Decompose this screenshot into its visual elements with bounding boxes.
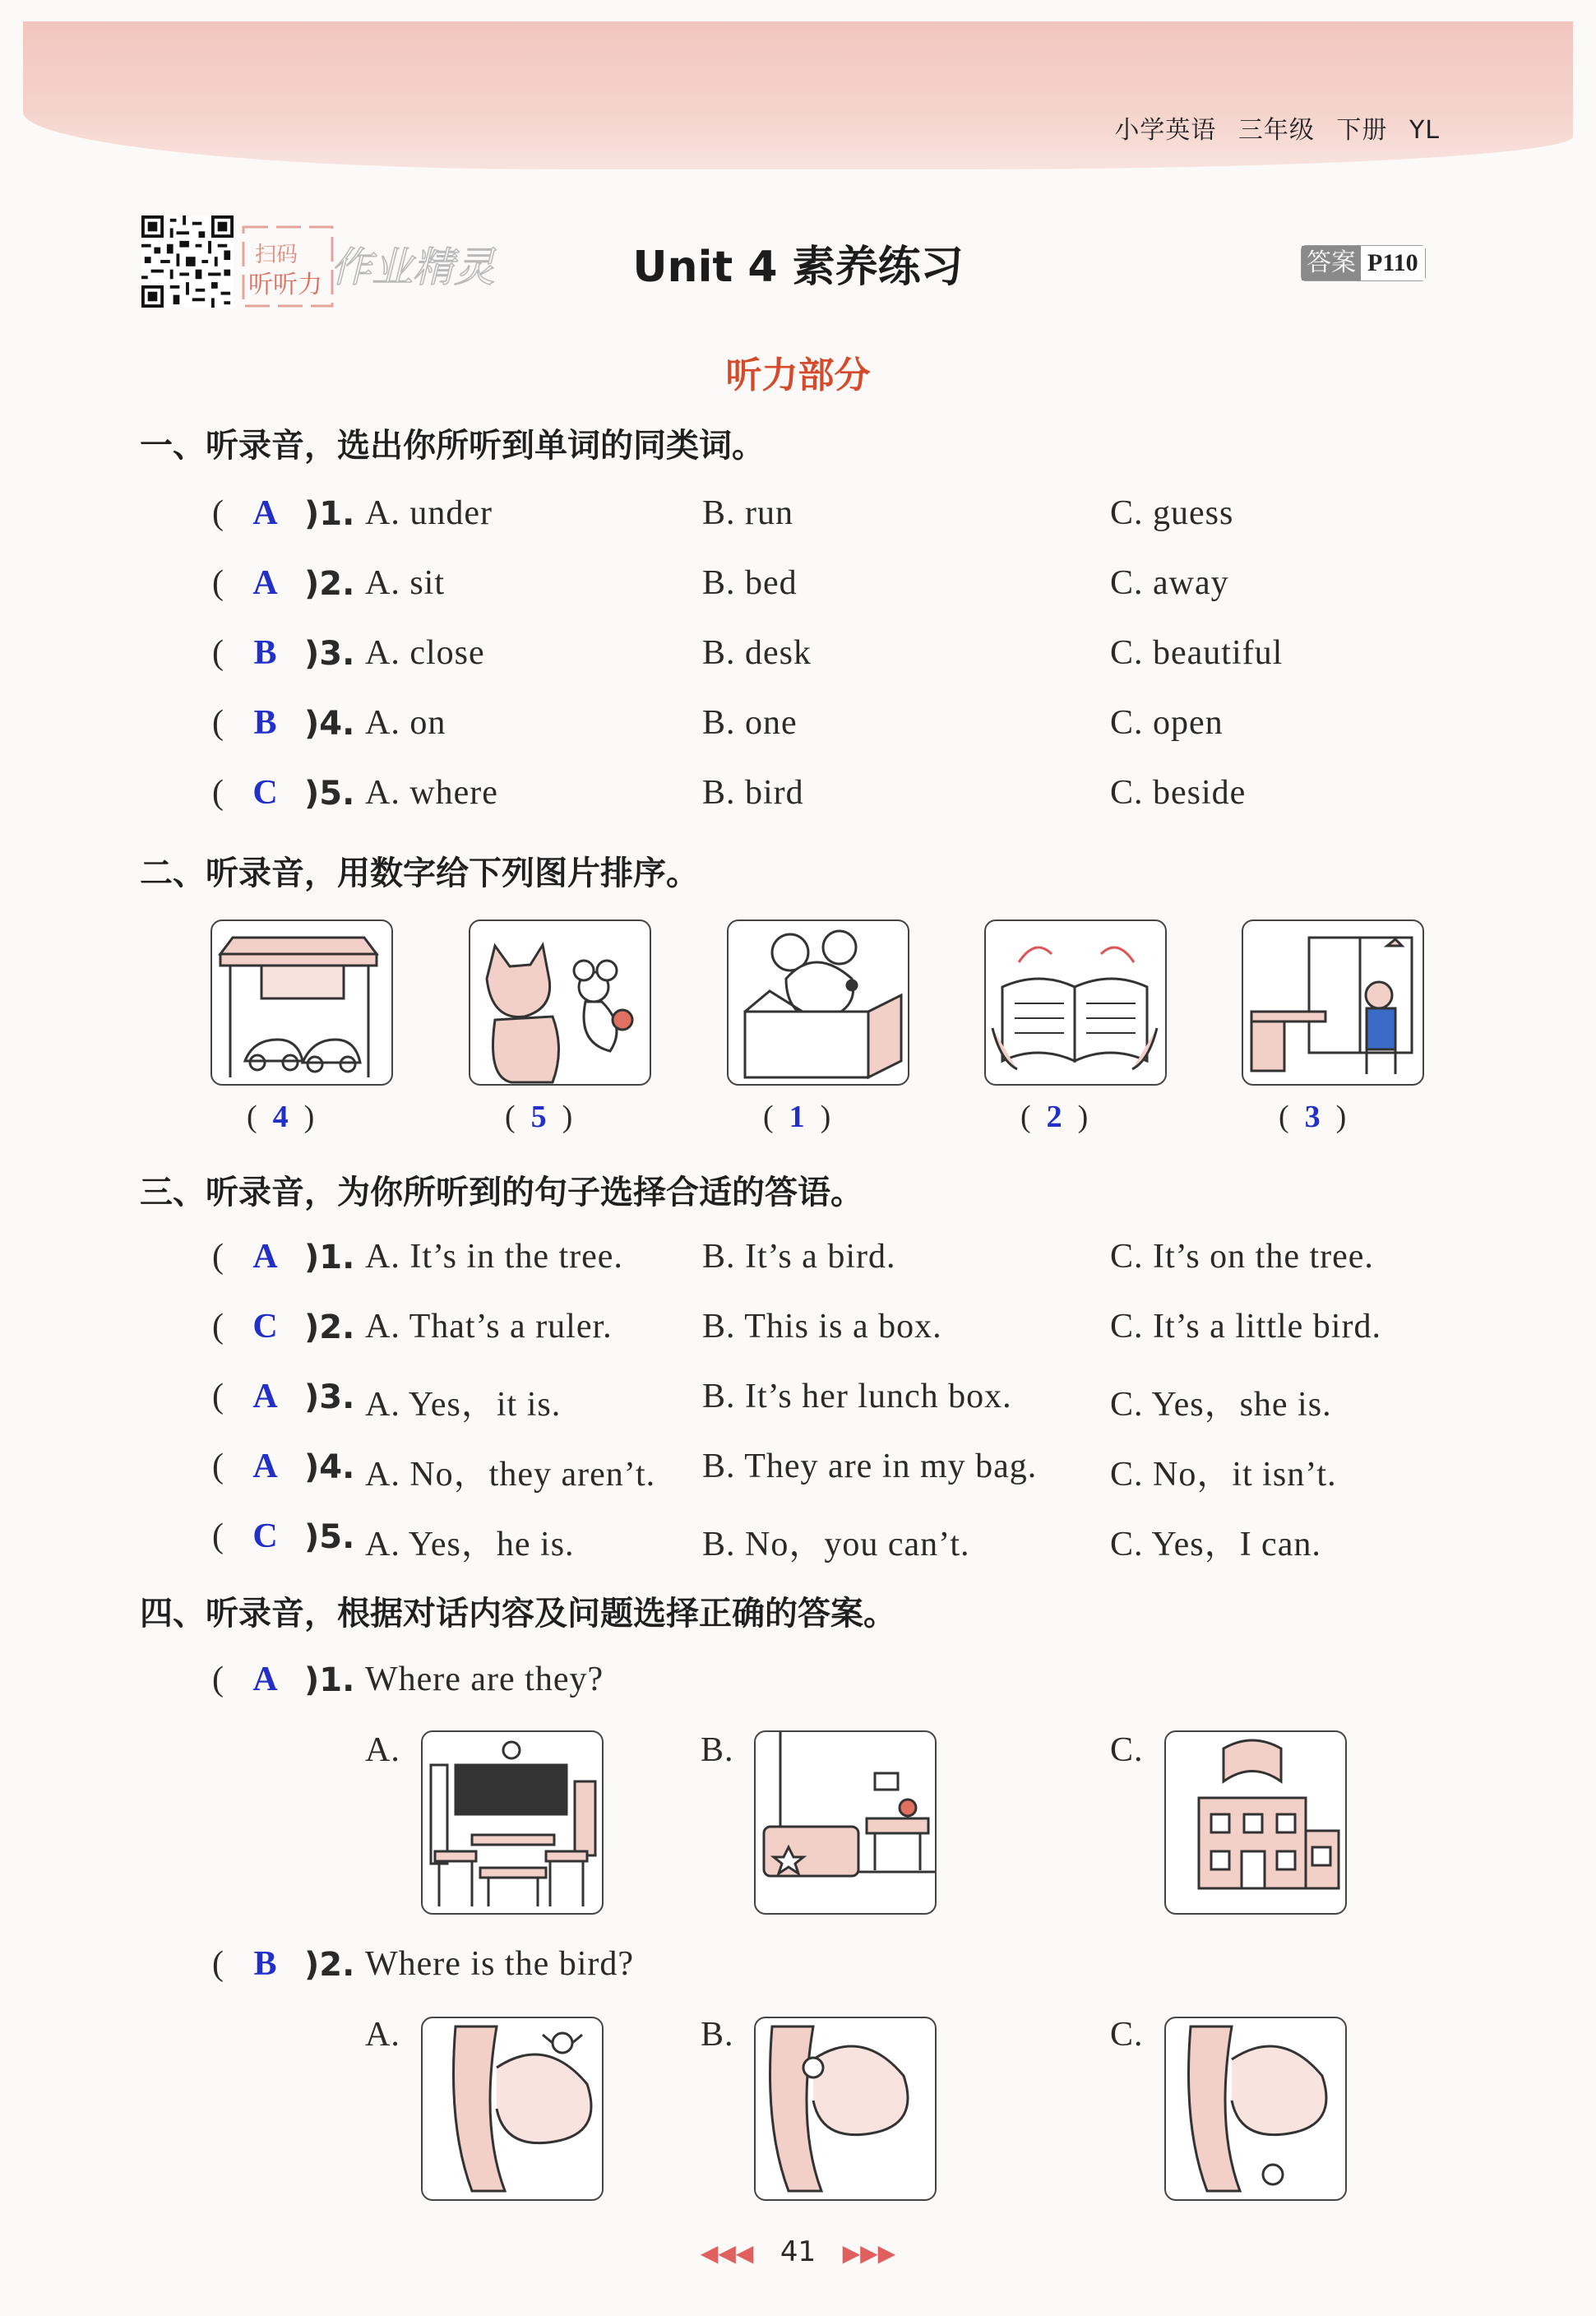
answer-blank[interactable]: A [252,564,279,602]
library-picture[interactable] [1164,1730,1347,1915]
option-c: C. Yes，I can. [1110,1526,1321,1563]
option-c: C. No，it isn’t. [1110,1456,1337,1494]
option-b: B. bird [702,774,804,812]
question-number: )2. [304,565,355,603]
option-c: C. away [1110,564,1229,602]
s4q2-label-c: C. [1110,2016,1144,2054]
option-c: C. beautiful [1110,634,1284,672]
order-box-2[interactable]: ( 5 ) [505,1100,573,1134]
subject-line [1114,109,1440,146]
option-a: A. close [365,634,485,672]
s4q1-label-b: B. [701,1731,734,1769]
bird-under-tree-picture[interactable] [1164,2017,1347,2201]
prev-arrows-icon[interactable]: ◀◀◀ [700,2240,754,2267]
answer-blank[interactable]: B [253,634,278,672]
svg-text:扫码: 扫码 [255,243,298,267]
s4-question-text-2: Where is the bird? [365,1945,635,1983]
option-a: A. on [365,704,446,742]
section1-heading: 一、听录音，选出你所听到单词的同类词。 [140,427,765,465]
svg-text:听听力: 听听力 [248,271,322,299]
option-c: C. It’s on the tree. [1110,1238,1374,1276]
cars-under-table-picture [210,919,393,1086]
s4q2-label-a: A. [365,2016,400,2054]
answer-blank[interactable]: C [252,1308,279,1346]
option-b: B. This is a box. [702,1308,942,1346]
option-a: A. Yes，it is. [365,1386,562,1424]
order-box-1[interactable]: ( 4 ) [247,1100,315,1134]
option-c: C. Yes，she is. [1110,1386,1332,1424]
option-a: A. where [365,774,498,812]
section3-heading: 三、听录音，为你所听到的句子选择合适的答语。 [140,1174,863,1211]
option-a: A. sit [365,564,446,602]
order-box-3[interactable]: ( 1 ) [763,1100,831,1134]
option-c: C. beside [1110,774,1247,812]
order-answer-3: 1 [789,1100,805,1134]
next-arrows-icon[interactable]: ▶▶▶ [842,2240,896,2267]
order-box-4[interactable]: ( 2 ) [1020,1100,1089,1134]
s4q1-label-a: A. [365,1731,400,1769]
boy-at-window-picture [1242,919,1424,1086]
option-b: B. No，you can’t. [702,1526,970,1563]
section2-heading: 二、听录音，用数字给下列图片排序。 [140,855,699,892]
answer-tag-page: P110 [1361,246,1425,280]
answer-blank[interactable]: B [253,704,278,742]
s4-question-text-1: Where are they? [365,1661,604,1698]
option-c: C. open [1110,704,1224,742]
s4q2-label-b: B. [701,2016,734,2054]
question-number: )4. [304,1448,355,1486]
classroom-picture[interactable] [421,1730,604,1915]
edition: YL [1409,116,1440,145]
option-b: B. bed [702,564,798,602]
option-a: A. under [365,494,493,532]
option-b: B. one [702,704,798,742]
answer-blank[interactable]: C [252,1517,279,1555]
question-number: )3. [304,1378,355,1416]
bedroom-picture[interactable] [754,1730,937,1915]
order-answer-5: 3 [1304,1100,1321,1134]
answer-blank[interactable]: A [252,1378,279,1415]
part-title: 听力部分 [725,354,871,396]
order-answer-1: 4 [272,1100,289,1134]
s4q1-label-c: C. [1110,1731,1144,1769]
svg-text:作业精灵: 作业精灵 [331,243,495,291]
answer-tag-label: 答案 [1302,246,1361,280]
page-footer [0,2235,1596,2268]
option-b: B. It’s a bird. [702,1238,896,1276]
open-book-picture [984,919,1167,1086]
answer-blank[interactable]: A [252,494,279,532]
section4-heading: 四、听录音，根据对话内容及问题选择正确的答案。 [140,1595,896,1633]
s4-num-2: )2. [304,1946,355,1984]
question-number: )5. [304,1518,355,1556]
question-number: )4. [304,705,355,743]
option-c: C. guess [1110,494,1234,532]
question-number: )1. [304,495,355,533]
s4-num-1: )1. [304,1661,355,1699]
header-band [23,21,1573,169]
answer-blank[interactable]: A [252,1238,279,1276]
option-a: A. No，they aren’t. [365,1456,656,1494]
question-number: )1. [304,1239,355,1276]
volume: 下册 [1336,116,1388,145]
option-b: B. They are in my bag. [702,1448,1038,1485]
option-b: B. desk [702,634,812,672]
subject: 小学英语 [1114,116,1217,145]
option-a: A. Yes，he is. [365,1526,575,1563]
question-number: )2. [304,1309,355,1346]
option-a: A. It’s in the tree. [365,1238,623,1276]
cat-and-mouse-picture [469,919,651,1086]
bird-above-tree-picture[interactable] [421,2017,604,2201]
s4-answer-2[interactable]: B [253,1945,278,1983]
s4-answer-1[interactable]: A [252,1661,279,1698]
bird-in-tree-picture[interactable] [754,2017,937,2201]
answer-page-tag[interactable] [1301,245,1426,281]
question-number: )3. [304,635,355,673]
option-a: A. That’s a ruler. [365,1308,613,1346]
option-b: B. It’s her lunch box. [702,1378,1012,1415]
mouse-in-box-picture [727,919,909,1086]
page-title: Unit 4 素养练习 [632,243,964,292]
order-answer-2: 5 [530,1100,547,1134]
answer-blank[interactable]: C [252,774,279,812]
option-c: C. It’s a little bird. [1110,1308,1381,1346]
grade: 三年级 [1237,116,1315,145]
order-answer-4: 2 [1046,1100,1062,1134]
question-number: )5. [304,775,355,813]
page-number: 41 [779,2235,817,2268]
order-box-5[interactable]: ( 3 ) [1279,1100,1347,1134]
answer-blank[interactable]: A [252,1448,279,1485]
option-b: B. run [702,494,793,532]
